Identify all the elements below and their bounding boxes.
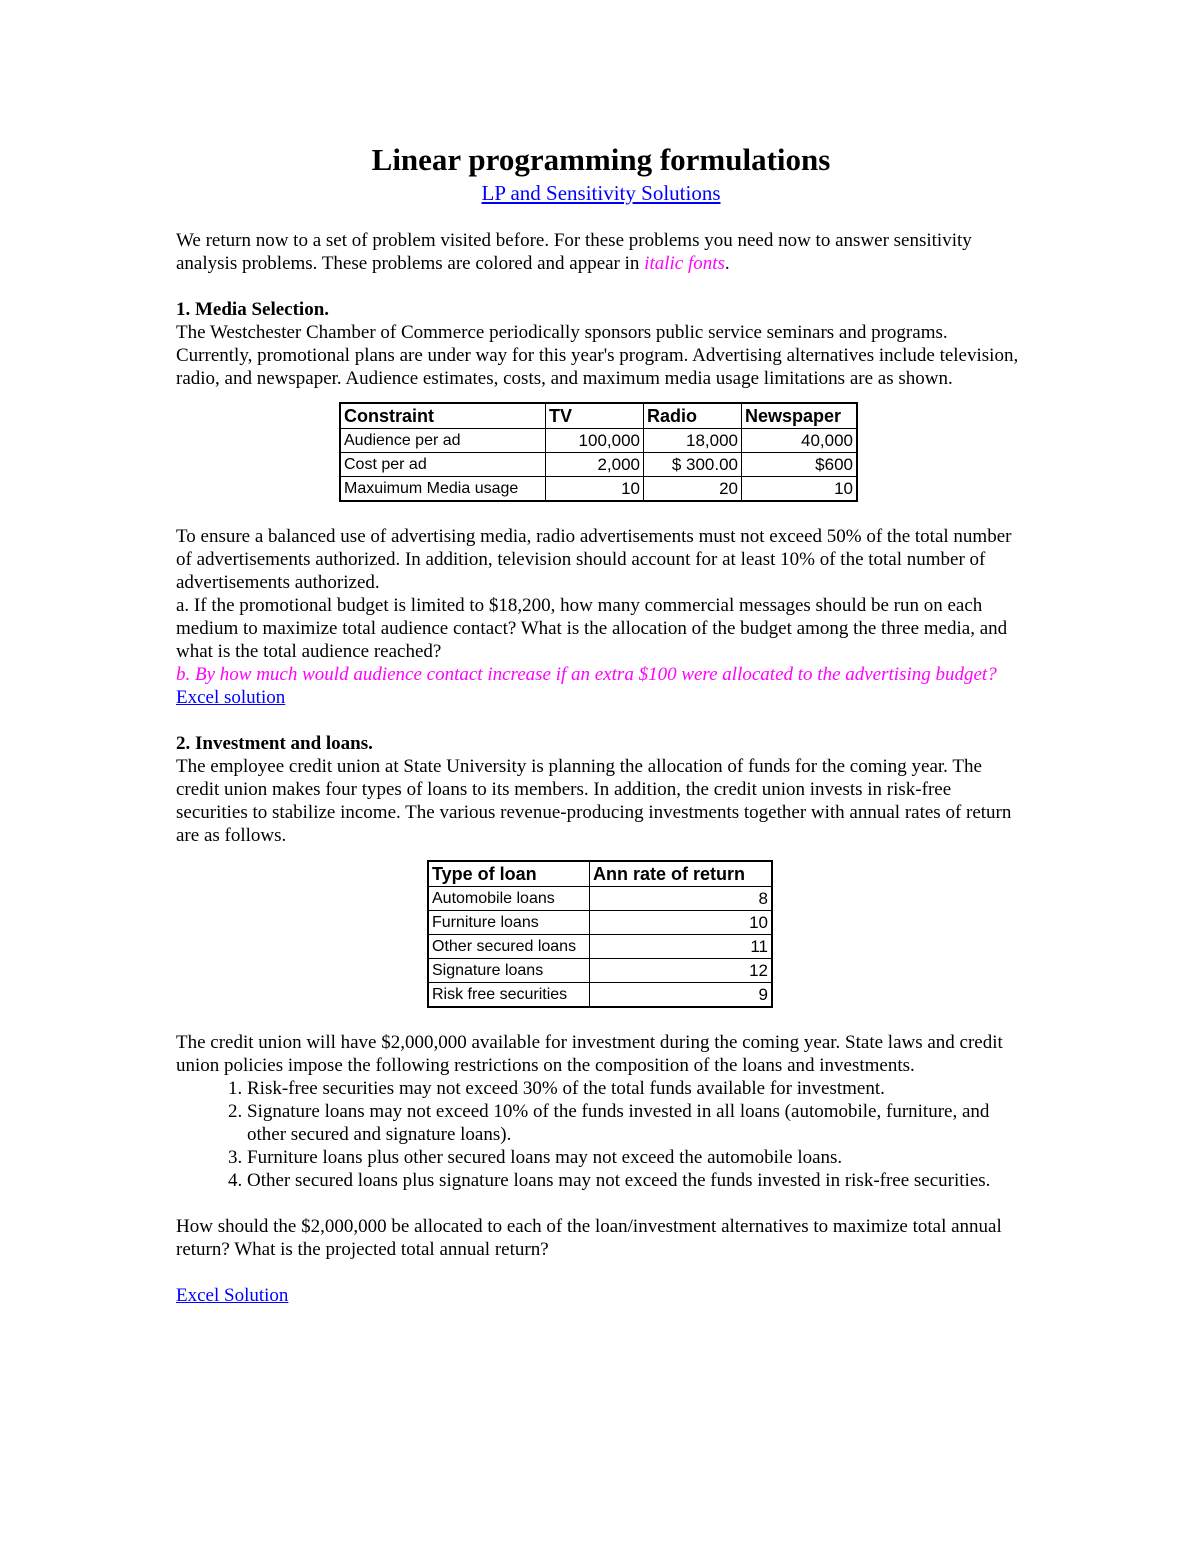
- table-cell: 18,000: [644, 429, 742, 453]
- table-cell: 2,000: [546, 453, 644, 477]
- table-cell: 8: [590, 887, 773, 911]
- list-item: 2. Signature loans may not exceed 10% of the funds invested in all loans (automobile, furniture, and other secured and signature loans).: [247, 1100, 1026, 1146]
- table-cell: 100,000: [546, 429, 644, 453]
- media-table: [339, 402, 858, 502]
- table-header: Ann rate of return: [590, 861, 773, 887]
- section1-heading: 1. Media Selection.: [176, 299, 330, 320]
- excel-solution-link-2[interactable]: Excel Solution: [176, 1285, 289, 1306]
- section2-heading: 2. Investment and loans.: [176, 733, 373, 754]
- table-cell: 40,000: [742, 429, 858, 453]
- table-cell: $600: [742, 453, 858, 477]
- intro-text: We return now to a set of problem visited before. For these problems you need now to answer sensitivity analysis problems. These problems are colored and appear in: [176, 230, 972, 274]
- spacer: [176, 275, 1026, 298]
- section1-paragraph2: To ensure a balanced use of advertising media, radio advertisements must not exceed 50% of the total number of advertisements authorized. In addition, television should account for at least 10% of the total number of advertisements authorized.: [176, 526, 1012, 593]
- intro-end: .: [724, 253, 730, 274]
- spacer: [176, 1192, 1026, 1215]
- table-cell: Maxuimum Media usage: [340, 477, 546, 502]
- section1-paragraph: The Westchester Chamber of Commerce periodically sponsors public service seminars and programs. Currently, promotional plans are under way for this year's program. Advertising alternatives include television, radio, and newspaper. Audience estimates, costs, and maximum media usage limitations are as shown.: [176, 322, 1019, 389]
- table-cell: Automobile loans: [428, 887, 590, 911]
- table-header: Radio: [644, 403, 742, 429]
- table-row: [340, 477, 857, 502]
- table-row: [340, 429, 857, 453]
- table-cell: Audience per ad: [340, 429, 546, 453]
- table-row: [428, 983, 772, 1008]
- table-cell: 11: [590, 935, 773, 959]
- table-cell: Signature loans: [428, 959, 590, 983]
- table-cell: 10: [546, 477, 644, 502]
- table-row: [428, 959, 772, 983]
- table-header-row: [340, 403, 857, 429]
- excel-solution-link[interactable]: Excel solution: [176, 687, 286, 708]
- table-row: [340, 453, 857, 477]
- table-cell: Cost per ad: [340, 453, 546, 477]
- restrictions-list: [176, 1077, 1026, 1192]
- table-cell: 12: [590, 959, 773, 983]
- lp-sensitivity-solutions-link[interactable]: LP and Sensitivity Solutions: [481, 181, 721, 205]
- page-title: Linear programming formulations: [371, 142, 831, 177]
- spacer: [176, 709, 1026, 732]
- section1-link-row: [176, 686, 1026, 709]
- section2-paragraph: The employee credit union at State University is planning the allocation of funds for the coming year. The credit union makes four types of loans to its members. In addition, the credit union invests in risk-free securities to stabilize income. The various revenue-producing investments together with annual rates of return are as follows.: [176, 756, 1012, 846]
- subtitle-row: [176, 180, 1026, 206]
- table-cell: Other secured loans: [428, 935, 590, 959]
- table-cell: Risk free securities: [428, 983, 590, 1008]
- list-item: 3. Furniture loans plus other secured loans may not exceed the automobile loans.: [247, 1146, 1026, 1169]
- table-row: [428, 935, 772, 959]
- table-header-row: [428, 861, 772, 887]
- section2-link-row: [176, 1284, 1026, 1307]
- spacer: [176, 502, 1026, 525]
- section1-question-a: a. If the promotional budget is limited to $18,200, how many commercial messages should be run on each medium to maximize total audience contact? What is the allocation of the budget among the three media, and what is the total audience reached?: [176, 595, 1008, 662]
- list-item: 1. Risk-free securities may not exceed 30% of the total funds available for investment.: [247, 1077, 1026, 1100]
- table-header: Constraint: [340, 403, 546, 429]
- section2-question: How should the $2,000,000 be allocated to each of the loan/investment alternatives to maximize total annual return? What is the projected total annual return?: [176, 1216, 1002, 1260]
- document-page: [176, 140, 1026, 1307]
- table-header: Type of loan: [428, 861, 590, 887]
- table-cell: Furniture loans: [428, 911, 590, 935]
- table-row: [428, 911, 772, 935]
- spacer: [176, 1008, 1026, 1031]
- intro-italic-text: italic fonts: [644, 253, 725, 274]
- table-cell: 20: [644, 477, 742, 502]
- list-item: 4. Other secured loans plus signature loans may not exceed the funds invested in risk-free securities.: [247, 1169, 1026, 1192]
- table-header: TV: [546, 403, 644, 429]
- table-cell: $ 300.00: [644, 453, 742, 477]
- spacer: [176, 1261, 1026, 1284]
- section1-question-b: b. By how much would audience contact increase if an extra $100 were allocated to the advertising budget?: [176, 664, 997, 685]
- table-cell: 10: [590, 911, 773, 935]
- table-cell: 10: [742, 477, 858, 502]
- spacer: [176, 206, 1026, 229]
- table-row: [428, 887, 772, 911]
- table-cell: 9: [590, 983, 773, 1008]
- section2-paragraph2: The credit union will have $2,000,000 available for investment during the coming year. State laws and credit union policies impose the following restrictions on the composition of the loans and investments.: [176, 1032, 1003, 1076]
- loan-table: [427, 860, 773, 1008]
- table-header: Newspaper: [742, 403, 858, 429]
- intro-paragraph: [176, 229, 1026, 275]
